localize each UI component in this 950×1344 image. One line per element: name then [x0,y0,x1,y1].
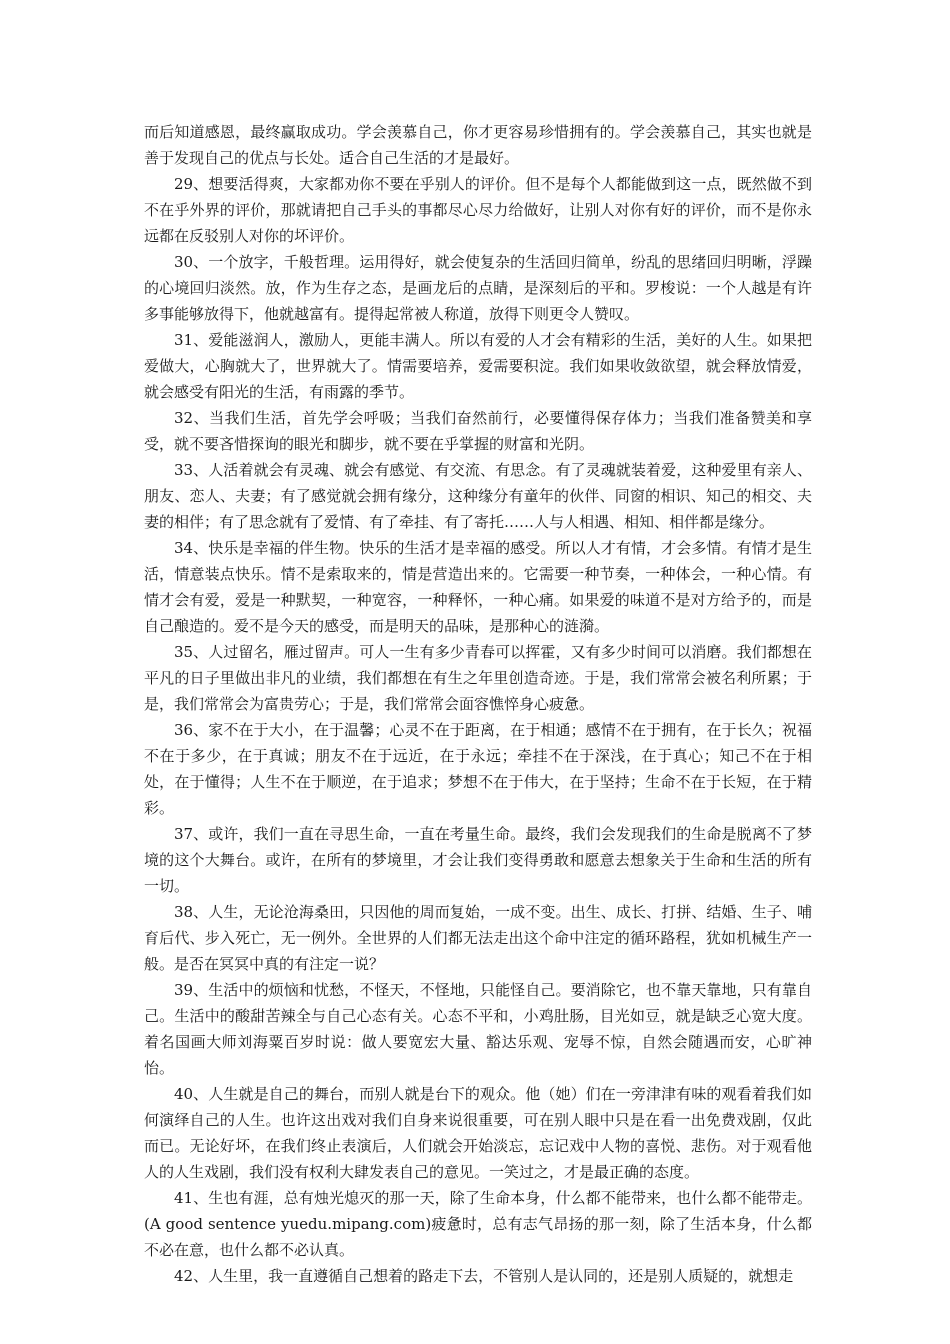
paragraph-33: 33、人活着就会有灵魂、就会有感觉、有交流、有思念。有了灵魂就装着爱，这种爱里有亲人、朋友、恋人、夫妻；有了感觉就会拥有缘分，这种缘分有童年的伙伴、同窗的相识、知己的相交、夫妻的相伴；有了思念就有了爱情、有了牵挂、有了寄托……人与人相遇、相知、相伴都是缘分。 [144,461,812,531]
paragraph-34: 34、快乐是幸福的伴生物。快乐的生活才是幸福的感受。所以人才有情，才会多情。有情才是生活，情意装点快乐。情不是索取来的，情是营造出来的。它需要一种节奏，一种体会，一种心情。有情才会有爱，爱是一种默契，一种宽容，一种释怀，一种心痛。如果爱的味道不是对方给予的，而是自己酿造的。爱不是今天的感受，而是明天的品味，是那种心的涟漪。 [144,539,812,635]
paragraph-continuation: 而后知道感恩，最终赢取成功。学会羡慕自己，你才更容易珍惜拥有的。学会羡慕自己，其实也就是善于发现自己的优点与长处。适合自己生活的才是最好。 [144,123,812,167]
paragraph-38: 38、人生，无论沧海桑田，只因他的周而复始，一成不变。出生、成长、打拼、结婚、生子、哺育后代、步入死亡，无一例外。全世界的人们都无法走出这个命中注定的循环路程，犹如机械生产一般。是否在冥冥中真的有注定一说？ [144,903,812,973]
paragraph-31: 31、爱能滋润人，激励人，更能丰满人。所以有爱的人才会有精彩的生活，美好的人生。如果把爱做大，心胸就大了，世界就大了。情需要培养，爱需要积淀。我们如果收敛欲望，就会释放情爱，就会感受有阳光的生活，有雨露的季节。 [144,331,812,401]
paragraph-29: 29、想要活得爽，大家都劝你不要在乎别人的评价。但不是每个人都能做到这一点，既然做不到不在乎外界的评价，那就请把自己手头的事都尽心尽力给做好，让别人对你有好的评价，而不是你永远都在反驳别人对你的坏评价。 [144,175,812,245]
paragraph-42: 42、人生里，我一直遵循自己想着的路走下去，不管别人是认同的，还是别人质疑的，就想走 [174,1267,794,1285]
paragraph-30: 30、一个放字，千般哲理。运用得好，就会使复杂的生活回归简单，纷乱的思绪回归明晰，浮躁的心境回归淡然。放，作为生存之态，是画龙后的点睛，是深刻后的平和。罗梭说：一个人越是有许多事能够放得下，他就越富有。提得起常被人称道，放得下则更令人赞叹。 [144,253,812,323]
paragraph-36: 36、家不在于大小，在于温馨；心灵不在于距离，在于相通；感情不在于拥有，在于长久；祝福不在于多少，在于真诚；朋友不在于远近，在于永远；牵挂不在于深浅，在于真心；知己不在于相处，在于懂得；人生不在于顺逆，在于追求；梦想不在于伟大，在于坚持；生命不在于长短，在于精彩。 [144,721,812,817]
paragraph-35: 35、人过留名，雁过留声。可人一生有多少青春可以挥霍，又有多少时间可以消磨。我们都想在平凡的日子里做出非凡的业绩，我们都想在有生之年里创造奇迹。于是，我们常常会被名利所累；于是，我们常常会为富贵劳心；于是，我们常常会面容憔悴身心疲惫。 [144,643,812,713]
paragraph-37: 37、或许，我们一直在寻思生命，一直在考量生命。最终，我们会发现我们的生命是脱离不了梦境的这个大舞台。或许，在所有的梦境里，才会让我们变得勇敢和愿意去想象关于生命和生活的所有一切。 [144,825,812,895]
paragraph-40: 40、人生就是自己的舞台，而别人就是台下的观众。他（她）们在一旁津津有味的观看着我们如何演绎自己的人生。也许这出戏对我们自身来说很重要，可在别人眼中只是在看一出免费戏剧，仅此而已。无论好坏，在我们终止表演后，人们就会开始淡忘，忘记戏中人物的喜悦、悲伤。对于观看他人的人生戏剧，我们没有权利大肆发表自己的意见。一笑过之，才是最正确的态度。 [144,1085,812,1181]
paragraph-32: 32、当我们生活，首先学会呼吸；当我们奋然前行，必要懂得保存体力；当我们准备赞美和享受，就不要吝惜探询的眼光和脚步，就不要在乎掌握的财富和光阴。 [144,409,812,453]
paragraph-39: 39、生活中的烦恼和忧愁，不怪天，不怪地，只能怪自己。要消除它，也不靠天靠地，只有靠自己。生活中的酸甜苦辣全与自己心态有关。心态不平和，小鸡肚肠，目光如豆，就是缺乏心宽大度。着名国画大师刘海粟百岁时说：做人要宽宏大量、豁达乐观、宠辱不惊，自然会随遇而安，心旷神怡。 [144,981,812,1077]
paragraph-41: 41、生也有涯，总有烛光熄灭的那一天，除了生命本身，什么都不能带来，也什么都不能带走。(A good sentence yuedu.mipang.com)疲惫时，总有志气昂扬的那一刻，除了生活本身，什么都不必在意，也什么都不必认真。 [144,1189,812,1259]
document-body [144,119,812,1289]
